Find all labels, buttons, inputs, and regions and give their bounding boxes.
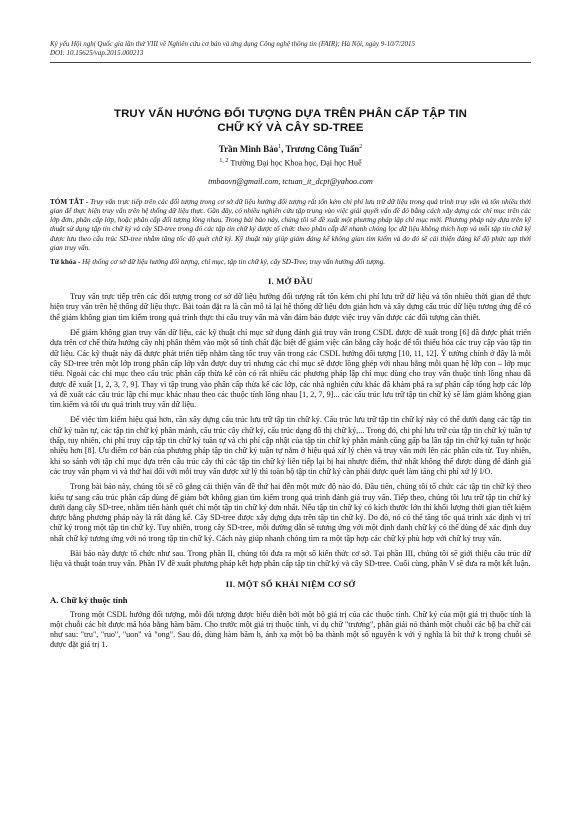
section-heading-intro: I. MỞ ĐẦU	[267, 276, 313, 287]
affiliation-sup: 1, 2	[219, 158, 229, 164]
subsection-heading-a: A. Chữ ký thuộc tính	[50, 594, 128, 605]
section-heading-basics: II. MỘT SỐ KHÁI NIỆM CƠ SỞ	[225, 578, 356, 589]
abstract-text: Truy vấn trực tiếp trên các đối tượng trong cơ sở dữ liệu hướng đối tượng rất tốn kém chi phí lưu trữ dữ liệu trong quá trình truy vấn và tốn nhiều thời gian để thực hiện truy vấn trên hệ thống dữ liệu thực. Gần đây, có nhiều nghiên cứu tập trung vào việc giải quyết vấn đề đó bằng cách xây dựng các chỉ mục trên các lớp đơn, phân cấp lớp, hoặc phân cấp đối tượng lồng nhau. Trong bài báo này, chúng tôi sẽ đề xuất một phương pháp lập chỉ mục mới. Phương pháp này dựa trên kỹ thuật sử dụng tập tin chữ ký và cây SD-tree trong đó các tập tin chữ ký được tổ chức theo phân cấp để nhanh chóng lọc dữ liệu không thích hợp và mỗi tập tin chữ ký được lưu theo cấu trúc SD-tree nhằm tăng tốc độ quét chữ ký. Kỹ thuật này giúp giảm đáng kể không gian tìm kiếm và do đó sẽ cải thiện đáng kể độ phức tạp thời gian truy vấn.	[50, 197, 531, 252]
author-separator: ,	[281, 144, 286, 154]
keywords	[50, 258, 531, 267]
paper-title	[50, 107, 531, 135]
author-2: Trương Công Tuấn	[285, 144, 360, 154]
header-divider	[50, 62, 531, 63]
journal-line: Kỷ yếu Hội nghị Quốc gia lần thứ VIII về Nghiên cứu cơ bản và ứng dụng Công nghệ thông tin (FAIR); Hà Nội, ngày 9-10/7/2015	[50, 40, 416, 48]
affiliation	[50, 156, 531, 169]
intro-paragraph-5: Bài báo này được tổ chức như sau. Trong phần II, chúng tôi đưa ra một số kiến thức cơ sở. Tại phần III, chúng tôi sẽ giới thiệu cấu trúc dữ liệu và thuật toán truy vấn. Phần IV đề xuất phương pháp kết hợp phân cấp tập tin chữ ký và cây SD-tree. Cuối cùng, phần V sẽ đưa ra một kết luận.	[50, 548, 531, 569]
author-emails: tmbaovn@gmail.com, tctuan_it_dcpt@yahoo.com	[208, 176, 373, 186]
intro-paragraph-4: Trong bài báo này, chúng tôi sẽ cố gắng cải thiện vấn đề thứ hai đến một mức độ nào đó. Đầu tiên, chúng tôi tổ chức các tập tin chữ ký theo kiểu tự sang cấu trúc phân cấp dùng để giảm bớt không gian tìm kiếm trong quá trình đánh giá truy vấn. Tiếp theo, chúng tôi lưu trữ tập tin chữ ký dưới dạng cây SD-tree, nhằm tiến hành quét chỉ một tập tin chữ ký đơn nhất. Nếu tập tin chữ ký có kích thước lớn thì khối lượng thời gian tiết kiệm được bằng phương pháp này là rất đáng kể. Cây SD-tree được xây dựng dựa trên tập tin chữ ký. Do đó, nó có thể tăng tốc quá trình xác định vị trí chữ ký trong một tập tin chữ ký. Tuy nhiên, trong cây SD-tree, mỗi đường dẫn sẽ tương ứng với một định danh chữ ký có thể dùng để xác định duy nhất chữ ký tương ứng với nó trong tập tin chữ ký. Cách này giúp nhanh chóng tìm ra một tập hợp các chữ ký phù hợp với chữ ký truy vấn.	[50, 482, 531, 543]
abstract-lead: TÓM TẮT -	[50, 197, 91, 206]
basics-paragraph-1: Trong một CSDL hướng đối tượng, mỗi đối tượng được biểu diễn bởi một bộ giá trị của các thuộc tính. Chữ ký của một giá trị thuộc tính là một chuỗi các bít được mã hóa bằng hàm băm. Cho trước một giá trị thuộc tính, ví dụ chữ "trương", phân giải nó thành một chuỗi các bộ ba chữ cái như sau: "tru", "ruo", "uon" và "ong". Sau đó, dùng hàm băm h, ánh xạ một bộ ba thành một số nguyên k với ý nghĩa là bít thứ k trong chuỗi sẽ được đặt giá trị 1.	[50, 609, 531, 650]
author-1: Trần Minh Bảo	[218, 144, 279, 154]
author-2-sup: 2	[359, 144, 363, 150]
abstract	[50, 198, 531, 253]
intro-paragraph-1: Truy vấn trực tiếp trên các đối tượng trong cơ sở dữ liệu hướng đối tượng rất tốn kém chi phí lưu trữ dữ liệu và tốn nhiều thời gian để thực hiện truy vấn trên hệ thống dữ liệu thực. Bài toán đặt ra là cần mô tả lại hệ thống dữ liệu đơn giản hơn và xây dựng cấu trúc dữ liệu tương ứng để có thể giảm không gian tìm kiếm trong quá trình thực thi câu truy vấn mà vẫn đảm bảo được việc truy vấn được các đối tượng cần thiết.	[50, 292, 531, 322]
affiliation-text: Trường Đại học Khoa học, Đại học Huế	[228, 158, 362, 168]
keywords-text: Hệ thống cơ sở dữ liệu hướng đối tượng, chỉ mục, tập tin chữ ký, cây SD-Tree, truy vấn hướng đối tượng.	[82, 257, 386, 266]
doi-line: DOI: 10.15625/vap.2015.000213	[50, 49, 144, 57]
author-list	[50, 142, 531, 155]
author-1-sup: 1	[278, 144, 282, 150]
running-header	[50, 40, 531, 58]
keywords-lead: Từ khóa -	[50, 257, 83, 266]
intro-paragraph-2: Để giảm không gian truy vấn dữ liệu, các kỹ thuật chỉ mục sử dụng đánh giá truy vấn trong CSDL được đề xuất trong [6] đã được phát triển dựa trên cơ chế thừa hưởng cây nhị phân thêm vào một số tính chất đặc biệt để giảm việc cân bằng cây hoặc để tối thiểu hóa các truy cập vào tập tin dữ liệu. Các kỹ thuật này đã được phát triển tiếp nhằm tăng tốc truy vấn trong các CSDL hướng đối tượng [10, 11, 12]. Ý tưởng chính ở đây là mỗi cây SD-tree trên một lớp trong phân cấp lớp vẫn được duy trì nhưng các chỉ mục sẽ được lồng ghép với nhau bằng mỗi quan hệ lớp con – lớp mục tiêu. Ngoài các chỉ mục theo cấu trúc phân cấp thừa kế còn có rất nhiều các phương pháp lập chỉ mục dùng cho truy vấn thuộc tính lồng nhau đã được đề xuất [1, 2, 3, 7, 9]. Thay vì tập trung vào phân cấp thừa kế các lớp, các nhà nghiên cứu khác đã khám phá ra sự phân cấp tổng hợp các lớp và đề xuất các cấu trúc lập chỉ mục khác nhau theo các thuộc tính lồng nhau [1, 2, 7, 9]... các cấu trúc lưu trữ tập tin chữ ký sẽ làm giảm không gian tìm kiếm và tối ưu quá trình truy vấn dữ liệu.	[50, 328, 531, 410]
title-line-1: TRUY VẤN HƯỚNG ĐỐI TƯỢNG DỰA TRÊN PHÂN CẤP TẬP TIN	[114, 108, 467, 120]
title-line-2: CHỮ KÝ VÀ CÂY SD-TREE	[217, 122, 364, 134]
intro-paragraph-3: Để việc tìm kiếm hiệu quả hơn, cần xây dựng cấu trúc lưu trữ tập tin chữ ký. Cấu trúc lưu trữ tập tin chữ ký này có thể dưới dạng các tập tin chữ ký tuần tự, các tập tin chữ ký phân mảnh, cấu trúc cây chữ ký, cấu trúc dạng đồ thị chữ ký,... Trong đó, chi phí lưu trữ của tập tin chữ ký tuần tự thấp, tuy nhiên, chi phí truy cập tập tin chữ ký tuần tự và chi phí cập nhật của tập tin chữ ký phân mảnh cũng gấp ba lần tập tin chữ ký tuần tự hoặc nhiều hơn [8]. Ưu điểm cơ bản của phương pháp tập tin chữ ký tuần tự nằm ở hiệu quả xử lý chèn và truy vấn mới lên các phân cửa từ. Tuy nhiên, khi so sánh với tập chỉ mục dựa trên cấu trúc cây thì các tập tin chữ ký liên tiếp lại bị hai nhược điểm, thứ nhất không thể được dùng để đánh giá các truy vấn phạm vi và thứ hai đối với mỗi truy vấn được xử lý thì toàn bộ tập tin chữ ký cần phải được quét làm tăng chi phí xử lý I/O.	[50, 415, 531, 476]
